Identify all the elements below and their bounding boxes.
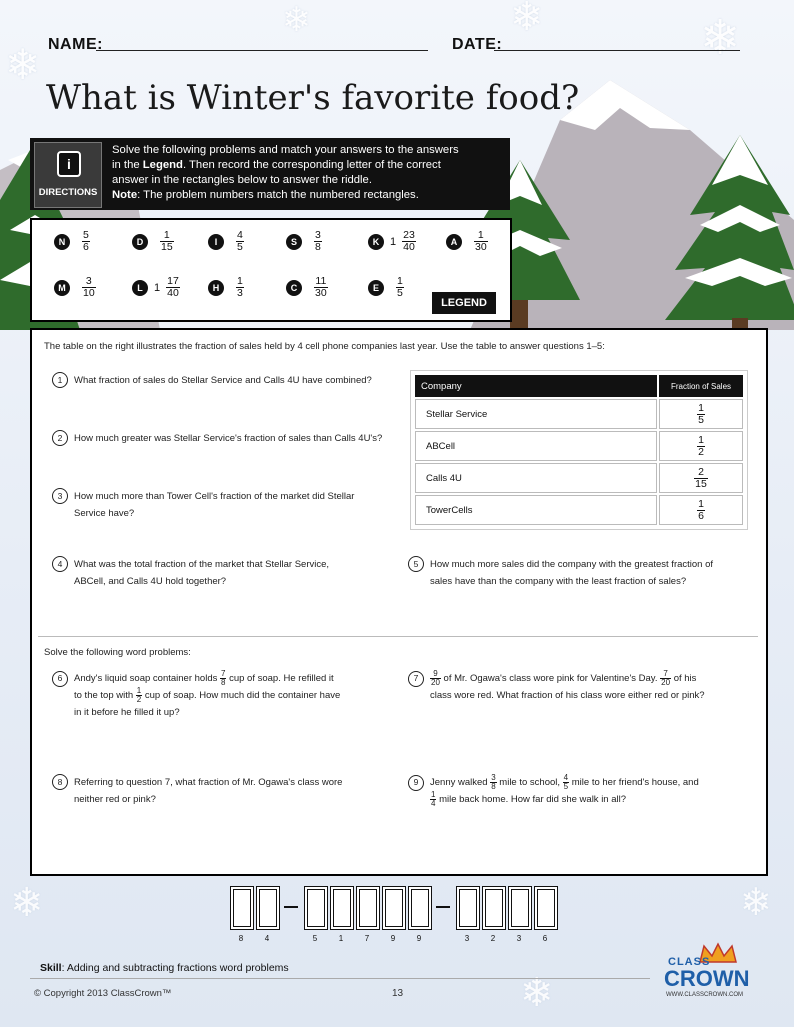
numerator: 7 <box>221 669 226 678</box>
snowflake-icon: ❄ <box>700 10 741 66</box>
company-cell: TowerCells <box>415 495 657 525</box>
legend-item <box>132 230 174 253</box>
copyright: © Copyright 2013 ClassCrown™ <box>34 988 172 999</box>
skill-line <box>40 962 289 974</box>
question-text: to the top with <box>74 690 134 702</box>
logo-url: WWW.CLASSCROWN.COM <box>666 992 743 998</box>
numerator: 3 <box>315 229 321 241</box>
numerator: 5 <box>83 229 89 241</box>
problems-panel <box>30 328 768 876</box>
numerator: 3 <box>491 773 496 782</box>
directions-box <box>30 138 510 210</box>
legend-letter: A <box>446 234 462 250</box>
numerator: 1 <box>136 686 142 696</box>
snowflake-icon: ❄ <box>520 970 554 1016</box>
question-number: 6 <box>52 671 68 687</box>
numerator: 4 <box>563 773 569 782</box>
date-field[interactable] <box>494 50 740 51</box>
fraction <box>563 774 569 791</box>
question-number: 8 <box>52 774 68 790</box>
denominator: 5 <box>563 782 569 791</box>
sales-table-grid <box>413 373 745 527</box>
info-icon: i <box>57 151 81 177</box>
answer-box[interactable] <box>304 886 328 930</box>
legend-letter: K <box>368 234 384 250</box>
denominator: 5 <box>397 287 403 299</box>
denominator: 30 <box>475 241 487 253</box>
legend-item <box>54 230 90 253</box>
fraction-cell <box>659 495 743 525</box>
legend-fraction <box>474 230 488 253</box>
skill-label: Skill <box>40 962 62 974</box>
numerator: 1 <box>698 497 704 510</box>
answer-box[interactable] <box>256 886 280 930</box>
question-8 <box>52 774 342 808</box>
answer-box-number: 9 <box>416 934 422 943</box>
numerator: 2 <box>698 465 704 478</box>
denominator: 8 <box>491 782 496 791</box>
question-text: cup of soap. He refilled it <box>229 673 334 685</box>
question-number: 5 <box>408 556 424 572</box>
denominator: 40 <box>167 287 179 299</box>
denominator: 20 <box>431 678 440 687</box>
legend-item <box>286 276 328 299</box>
answer-box-number: 2 <box>490 934 496 943</box>
answer-box[interactable] <box>534 886 558 930</box>
legend-fraction <box>160 230 174 253</box>
logo-class: CLASS <box>668 956 711 968</box>
denominator: 6 <box>698 509 704 522</box>
question-text: class wore red. What fraction of his class wore either red or pink? <box>430 690 705 702</box>
directions-line <box>112 158 504 173</box>
legend-item <box>368 276 404 299</box>
legend-letter: H <box>208 280 224 296</box>
answer-box[interactable] <box>382 886 406 930</box>
legend-item <box>286 230 322 253</box>
fraction <box>660 670 671 687</box>
directions-note-word: Note <box>112 189 138 201</box>
directions-legend-word: Legend <box>142 159 183 171</box>
fraction <box>697 403 705 426</box>
name-field[interactable] <box>96 50 428 51</box>
legend-fraction <box>82 230 90 253</box>
answer-box-number: 8 <box>238 934 244 943</box>
fraction <box>694 467 708 490</box>
table-row <box>415 495 743 525</box>
legend-fraction <box>236 276 244 299</box>
question-text: mile to her friend's house, and <box>571 777 699 789</box>
legend-fraction <box>314 230 322 253</box>
legend-fraction <box>236 230 244 253</box>
name-label: NAME: <box>48 36 103 53</box>
question-text: of his <box>673 673 697 685</box>
directions-text <box>112 143 504 203</box>
question-1 <box>52 372 372 389</box>
question-text: of Mr. Ogawa's class wore pink for Valentine's Day. <box>443 673 658 685</box>
company-cell: Calls 4U <box>415 463 657 493</box>
question-text: neither red or pink? <box>74 794 156 805</box>
snowflake-icon: ❄ <box>740 880 772 924</box>
footer-divider <box>30 978 650 979</box>
legend-letter: I <box>208 234 224 250</box>
question-text: sales have than the company with the least fraction of sales? <box>430 576 687 587</box>
answer-box[interactable] <box>408 886 432 930</box>
answer-box-number: 9 <box>390 934 396 943</box>
legend-item <box>368 230 416 253</box>
denominator: 6 <box>83 241 89 253</box>
section-divider <box>38 636 758 637</box>
snowflake-icon: ❄ <box>10 880 44 926</box>
answer-dash <box>436 906 450 908</box>
question-5 <box>408 556 713 590</box>
legend-fraction <box>402 230 416 253</box>
answer-box[interactable] <box>356 886 380 930</box>
legend-item <box>54 276 96 299</box>
directions-line: Solve the following problems and match your answers to the answers <box>112 144 459 156</box>
question-text: Jenny walked <box>430 777 488 789</box>
question-text: cup of soap. How much did the container have <box>144 690 341 702</box>
skill-text: : Adding and subtracting fractions word problems <box>61 962 289 974</box>
question-number: 7 <box>408 671 424 687</box>
question-text: mile back home. How far did she walk in all? <box>439 794 627 806</box>
logo-crown: CROWN <box>664 966 750 991</box>
date-label: DATE: <box>452 36 503 53</box>
directions-line: answer in the rectangles below to answer the riddle. <box>112 174 372 186</box>
denominator: 15 <box>695 477 707 490</box>
legend-letter: E <box>368 280 384 296</box>
numerator: 1 <box>431 790 436 800</box>
denominator: 30 <box>315 287 327 299</box>
question-number: 2 <box>52 430 68 446</box>
denominator: 4 <box>431 799 436 809</box>
question-text: What fraction of sales do Stellar Service and Calls 4U have combined? <box>74 375 372 386</box>
numerator: 17 <box>167 275 179 287</box>
legend-item <box>446 230 488 253</box>
denominator: 2 <box>698 445 704 458</box>
riddle-title: What is Winter's favorite food? <box>46 78 580 118</box>
question-text: Andy's liquid soap container holds <box>74 673 218 685</box>
question-3 <box>52 488 354 522</box>
table-intro: The table on the right illustrates the fraction of sales held by 4 cell phone companies last year. Use the table to answer questions 1–5: <box>44 341 605 352</box>
numerator: 3 <box>85 275 92 287</box>
question-text: How much more sales did the company with the greatest fraction of <box>430 559 714 570</box>
answer-box[interactable] <box>482 886 506 930</box>
snowflake-icon: ❄ <box>5 40 41 89</box>
fraction <box>430 791 436 808</box>
answer-box-number: 6 <box>542 934 548 943</box>
company-cell: Stellar Service <box>415 399 657 429</box>
sales-table <box>410 370 748 530</box>
answer-box-number: 3 <box>516 934 522 943</box>
denominator: 8 <box>221 678 226 687</box>
numerator: 7 <box>663 669 668 678</box>
sales-table-body <box>415 399 743 525</box>
answer-box-number: 7 <box>364 934 370 943</box>
word-problems-intro: Solve the following word problems: <box>44 647 191 658</box>
question-number: 3 <box>52 488 68 504</box>
legend-item <box>208 276 244 299</box>
numerator: 1 <box>237 275 243 287</box>
legend-item <box>132 276 180 299</box>
legend-label: LEGEND <box>432 292 496 314</box>
answer-box-number: 4 <box>264 934 270 943</box>
company-cell: ABCell <box>415 431 657 461</box>
page-number: 13 <box>392 988 404 999</box>
answer-box[interactable] <box>508 886 532 930</box>
directions-text-part: . Then record the corresponding letter of the correct <box>182 159 441 171</box>
question-text: mile to school, <box>499 777 561 789</box>
question-text: in it before he filled it up? <box>74 707 180 719</box>
answer-box[interactable] <box>456 886 480 930</box>
denominator: 10 <box>83 287 95 299</box>
question-7 <box>408 670 758 704</box>
legend-letter: L <box>132 280 148 296</box>
fraction <box>430 670 441 687</box>
directions-text-part: : The problem numbers match the numbered rectangles. <box>137 189 419 201</box>
numerator: 11 <box>315 275 327 287</box>
legend-fraction <box>314 276 328 299</box>
table-header-fraction: Fraction of Sales <box>659 375 743 397</box>
answer-box-number: 1 <box>338 934 344 943</box>
snowflake-icon: ❄ <box>282 0 311 40</box>
answer-box[interactable] <box>330 886 354 930</box>
legend-box <box>30 218 512 322</box>
denominator: 8 <box>315 241 321 253</box>
question-number: 4 <box>52 556 68 572</box>
question-text: Referring to question 7, what fraction of Mr. Ogawa's class wore <box>74 777 343 788</box>
numerator: 1 <box>397 275 403 287</box>
denominator: 5 <box>698 413 704 426</box>
numerator: 1 <box>477 229 484 241</box>
fraction <box>220 670 226 687</box>
legend-whole: 1 <box>390 235 397 248</box>
directions-line <box>112 188 504 203</box>
question-text: ABCell, and Calls 4U hold together? <box>74 576 227 587</box>
legend-letter: D <box>132 234 148 250</box>
numerator: 1 <box>698 401 704 414</box>
fraction <box>697 499 705 522</box>
question-text: How much more than Tower Cell's fraction of the market did Stellar <box>74 491 355 502</box>
table-row <box>415 431 743 461</box>
denominator: 5 <box>237 241 243 253</box>
denominator: 2 <box>136 695 142 705</box>
numerator: 1 <box>163 229 170 241</box>
fraction-cell <box>659 463 743 493</box>
fraction-cell <box>659 431 743 461</box>
question-6 <box>52 670 397 721</box>
question-number: 9 <box>408 775 424 791</box>
denominator: 40 <box>403 241 415 253</box>
legend-letter: S <box>286 234 302 250</box>
fraction <box>697 435 705 458</box>
snowflake-icon: ❄ <box>510 0 544 40</box>
legend-fraction <box>82 276 96 299</box>
legend-letter: C <box>286 280 302 296</box>
fraction <box>136 687 142 704</box>
directions-icon-label: DIRECTIONS <box>38 187 98 198</box>
numerator: 4 <box>237 229 243 241</box>
numerator: 9 <box>433 669 438 678</box>
fraction <box>490 774 496 791</box>
denominator: 3 <box>237 287 243 299</box>
numerator: 23 <box>403 229 415 241</box>
table-row <box>415 399 743 429</box>
answer-rectangles <box>0 884 794 944</box>
legend-whole: 1 <box>154 281 161 294</box>
table-header-company: Company <box>415 375 657 397</box>
question-9 <box>408 774 758 808</box>
answer-box[interactable] <box>230 886 254 930</box>
numerator: 1 <box>698 433 704 446</box>
denominator: 20 <box>661 678 671 687</box>
question-4 <box>52 556 329 590</box>
answer-box-number: 3 <box>464 934 470 943</box>
fraction-cell <box>659 399 743 429</box>
question-2 <box>52 430 382 447</box>
answer-box-number: 5 <box>312 934 318 943</box>
question-number: 1 <box>52 372 68 388</box>
directions-text-part: in the <box>112 159 143 171</box>
question-text: How much greater was Stellar Service's fraction of sales than Calls 4U's? <box>74 433 383 444</box>
legend-fraction <box>166 276 180 299</box>
legend-letter: M <box>54 280 70 296</box>
table-row <box>415 463 743 493</box>
denominator: 15 <box>161 241 173 253</box>
legend-item <box>208 230 244 253</box>
directions-icon <box>34 142 102 208</box>
question-text: Service have? <box>74 508 135 519</box>
question-text: What was the total fraction of the market that Stellar Service, <box>74 559 330 570</box>
legend-letter: N <box>54 234 70 250</box>
legend-fraction <box>396 276 404 299</box>
answer-dash <box>284 906 298 908</box>
